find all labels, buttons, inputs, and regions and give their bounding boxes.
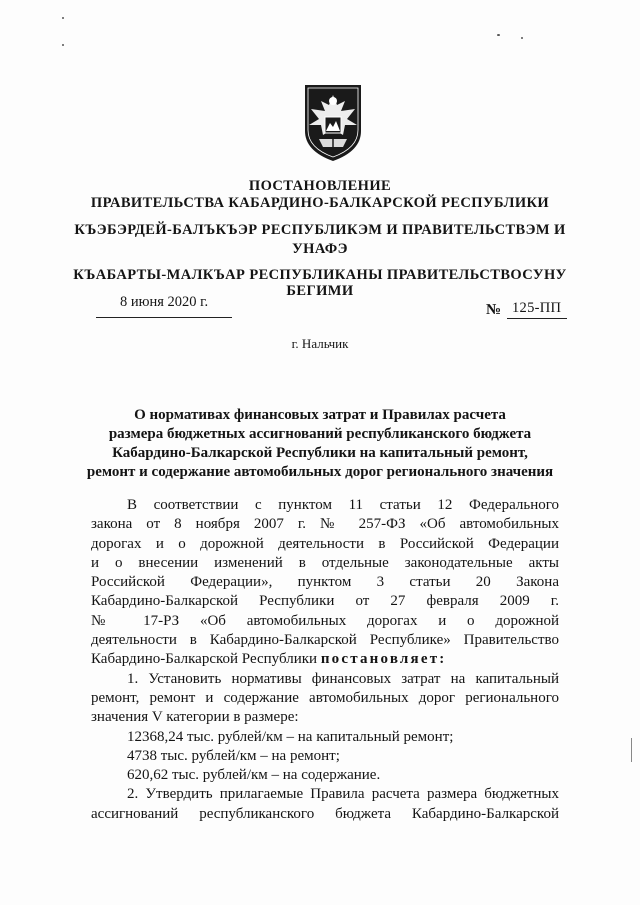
norm-line: 620,62 тыс. рублей/км – на содержание. bbox=[127, 767, 381, 784]
item-1-line: ремонт, ремонт и содержание автомобильных дорог регионального bbox=[91, 689, 559, 706]
scan-speck bbox=[497, 34, 500, 36]
title-line: О нормативах финансовых затрат и Правилах расчета bbox=[134, 407, 506, 423]
preamble-last: Кабардино-Балкарской Республики bbox=[91, 651, 318, 668]
resolves-word: постановляет: bbox=[320, 651, 447, 668]
city: г. Нальчик bbox=[291, 336, 349, 351]
item-2-line: 2. Утвердить прилагаемые Правила расчета размера бюджетных bbox=[127, 786, 559, 803]
scan-speck bbox=[62, 44, 64, 46]
date-underline bbox=[96, 317, 232, 318]
preamble-line: В соответствии с пунктом 11 статьи 12 Федерального bbox=[127, 497, 559, 513]
norm-line: 12368,24 тыс. рублей/км – на капитальный ремонт; bbox=[127, 728, 454, 745]
preamble-line: и о внесении изменений в отдельные законодательные акты bbox=[91, 554, 559, 571]
coat-of-arms-icon bbox=[299, 79, 367, 163]
document-title bbox=[0, 406, 640, 482]
preamble-line: Кабардино-Балкарской Республики от 27 февраля 2009 г. bbox=[91, 593, 559, 610]
item-1-line: значения V категории в размере: bbox=[91, 709, 299, 726]
government-name-kbd-line2: УНАФЭ bbox=[292, 241, 348, 257]
preamble-line: № 17-РЗ «Об автомобильных дорогах и о дорожной bbox=[91, 612, 559, 629]
item-1-line: 1. Установить нормативы финансовых затрат на капитальный bbox=[127, 670, 559, 687]
number-underline bbox=[507, 318, 567, 319]
document-type: ПОСТАНОВЛЕНИЕ bbox=[248, 178, 392, 194]
preamble-line: Российской Федерации», пунктом 3 статьи 20 Закона bbox=[91, 574, 559, 591]
government-name-krc-line1: КЪАБАРТЫ-МАЛКЪАР РЕСПУБЛИКАНЫ ПРАВИТЕЛЬСТВОСУНУ bbox=[73, 267, 567, 283]
government-name-krc-line2: БЕГИМИ bbox=[286, 283, 354, 299]
preamble-line: дорогах и о дорожной деятельности в Российской Федерации bbox=[91, 535, 559, 552]
document-number: 125-ПП bbox=[512, 300, 562, 316]
document-body bbox=[91, 496, 559, 824]
scan-margin-mark bbox=[631, 738, 632, 762]
preamble-line: закона от 8 ноября 2007 г. № 257-ФЗ «Об автомобильных bbox=[91, 516, 559, 533]
number-label: № bbox=[486, 302, 502, 318]
government-name-ru: ПРАВИТЕЛЬСТВА КАБАРДИНО-БАЛКАРСКОЙ РЕСПУБЛИКИ bbox=[90, 195, 550, 211]
title-line: размера бюджетных ассигнований республиканского бюджета bbox=[108, 426, 532, 442]
title-line: ремонт и содержание автомобильных дорог регионального значения bbox=[86, 464, 554, 480]
norm-line: 4738 тыс. рублей/км – на ремонт; bbox=[127, 747, 340, 764]
scan-speck bbox=[62, 17, 64, 19]
title-line: Кабардино-Балкарской Республики на капитальный ремонт, bbox=[112, 445, 528, 461]
government-name-kbd-line1: КЪЭБЭРДЕЙ-БАЛЪКЪЭР РЕСПУБЛИКЭМ И ПРАВИТЕЛЬСТВЭМ И bbox=[74, 222, 566, 238]
document-date: 8 июня 2020 г. bbox=[120, 294, 209, 310]
item-2-line: ассигнований республиканского бюджета Кабардино-Балкарской bbox=[91, 805, 559, 822]
scan-speck bbox=[521, 37, 523, 39]
preamble-line: деятельности в Кабардино-Балкарской Республике» Правительство bbox=[91, 632, 559, 649]
preamble-line bbox=[91, 650, 559, 669]
